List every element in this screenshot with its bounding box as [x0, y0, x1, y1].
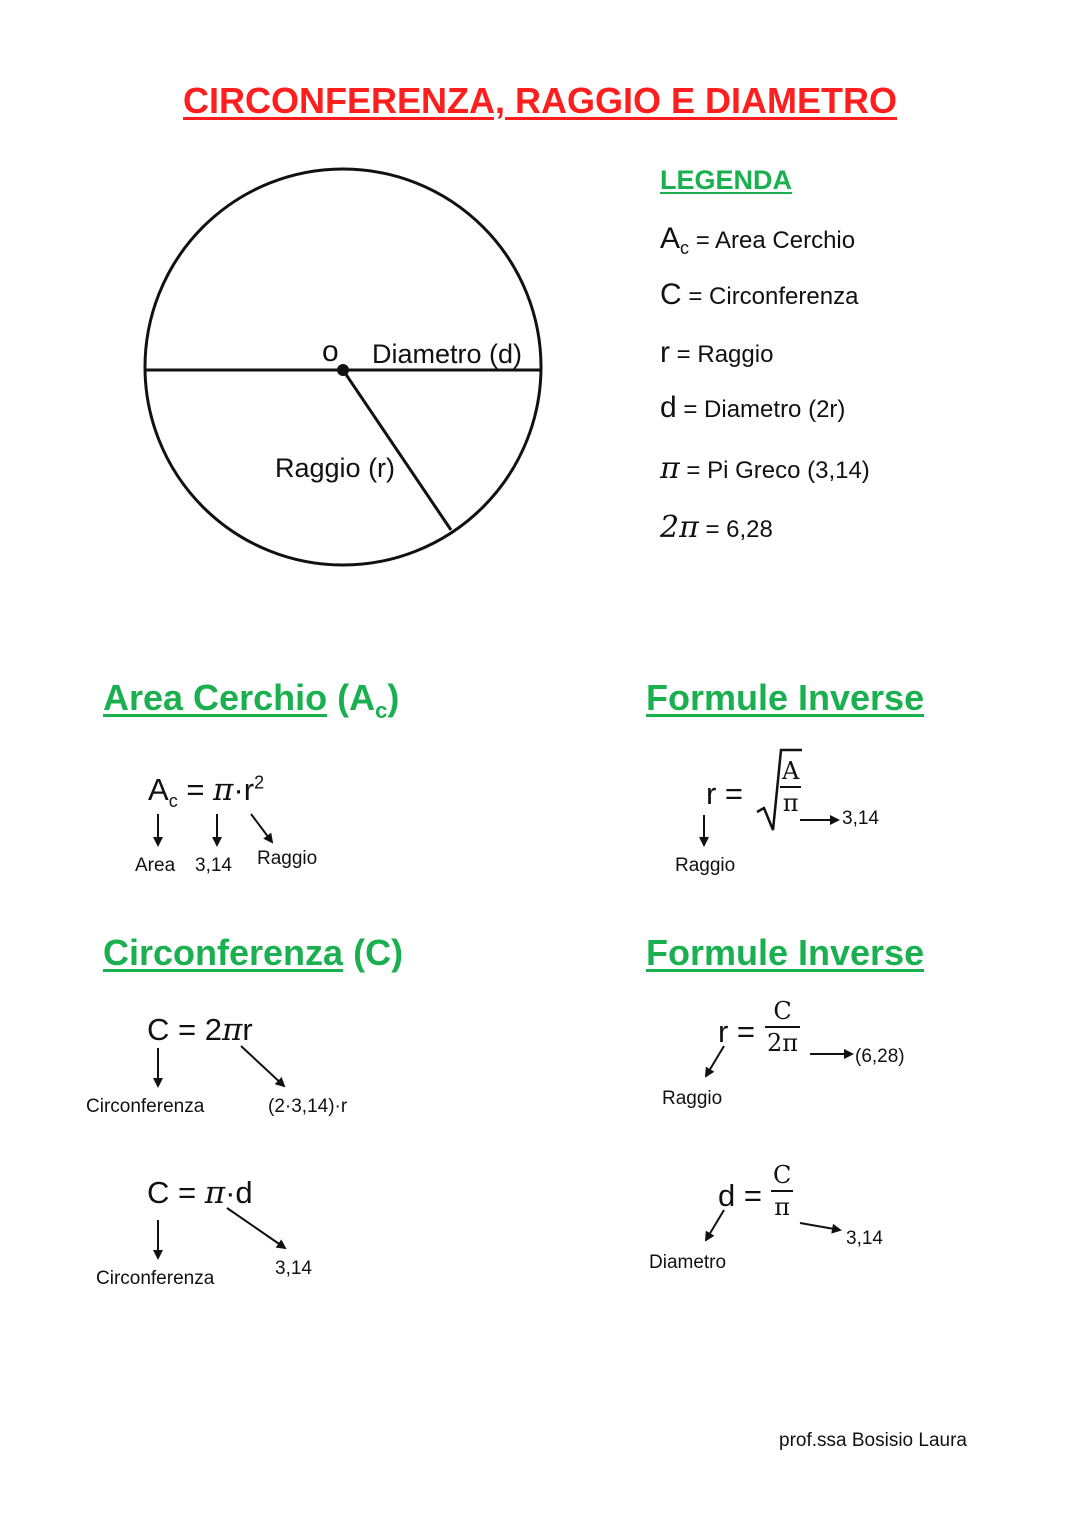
circ-formula-1: C = 2πr — [147, 1012, 253, 1048]
area-label-pi: 3,14 — [195, 855, 232, 876]
inverse2-d-value: 3,14 — [846, 1228, 883, 1249]
legend-item-diametro: d = Diametro (2r) — [660, 391, 846, 424]
inverse2-heading: Formule Inverse — [646, 932, 925, 973]
legend-item-2pi: 2π = 6,28 — [660, 510, 773, 545]
arrow-inv2-r — [706, 1046, 724, 1076]
inverse2-r-fraction: $\frac{C}{2\pi}$ — [767, 997, 799, 1057]
legend-item-pi: π = Pi Greco (3,14) — [660, 451, 870, 486]
circ1-label-c: Circonferenza — [86, 1096, 205, 1117]
diameter-label: Diametro (d) — [372, 339, 523, 369]
legend-heading: LEGENDA — [660, 165, 793, 195]
inverse2-d-fraction: $\frac{C}{\pi}$ — [773, 1161, 792, 1221]
inverse1-fraction: $\frac{A}{\pi}$ — [782, 757, 800, 817]
inverse2-r-value: (6,28) — [855, 1046, 905, 1067]
author-footer: prof.ssa Bosisio Laura — [779, 1430, 967, 1451]
arrow-inv2-d — [706, 1210, 724, 1240]
inverse2-d-lhs: d = — [718, 1178, 762, 1213]
radius-line — [343, 370, 451, 530]
area-label-area: Area — [135, 855, 176, 876]
legend-item-raggio: r = Raggio — [660, 336, 774, 369]
inverse2-d-label: Diametro — [649, 1252, 727, 1273]
inverse1-heading: Formule Inverse — [646, 677, 925, 718]
circ1-label-2pi: (2·3,14)·r — [268, 1096, 348, 1117]
circ-formula-2: C = π·d — [147, 1175, 253, 1211]
page-title: CIRCONFERENZA, RAGGIO E DIAMETRO — [182, 80, 897, 121]
arrow-raggio — [251, 814, 272, 842]
arrow-circ2-pi — [227, 1208, 285, 1248]
center-label: o — [322, 335, 339, 368]
circ2-label-pi: 3,14 — [275, 1258, 312, 1279]
inverse2-r-label: Raggio — [662, 1088, 723, 1109]
arrow-inv2-314 — [800, 1223, 840, 1230]
inverse2-r-lhs: r = — [718, 1014, 756, 1049]
radius-label: Raggio (r) — [275, 453, 396, 483]
inverse1-lhs: r = — [706, 776, 744, 811]
area-label-raggio: Raggio — [257, 848, 318, 869]
arrow-circ1-2pi — [241, 1046, 284, 1086]
inverse1-pi-value: 3,14 — [842, 808, 879, 829]
area-heading: Area Cerchio $(A_c)$ — [103, 677, 400, 724]
center-point — [337, 364, 349, 376]
circ-heading: Circonferenza (C) — [103, 932, 404, 973]
area-formula: $A_c = \pi\cdot r^2$ — [148, 772, 265, 812]
legend-item-circonferenza: C = Circonferenza — [660, 278, 859, 311]
legend-item-area: $A_c$ = Area Cerchio — [660, 222, 856, 258]
circ2-label-c: Circonferenza — [96, 1268, 215, 1289]
inverse1-raggio-label: Raggio — [675, 855, 736, 876]
